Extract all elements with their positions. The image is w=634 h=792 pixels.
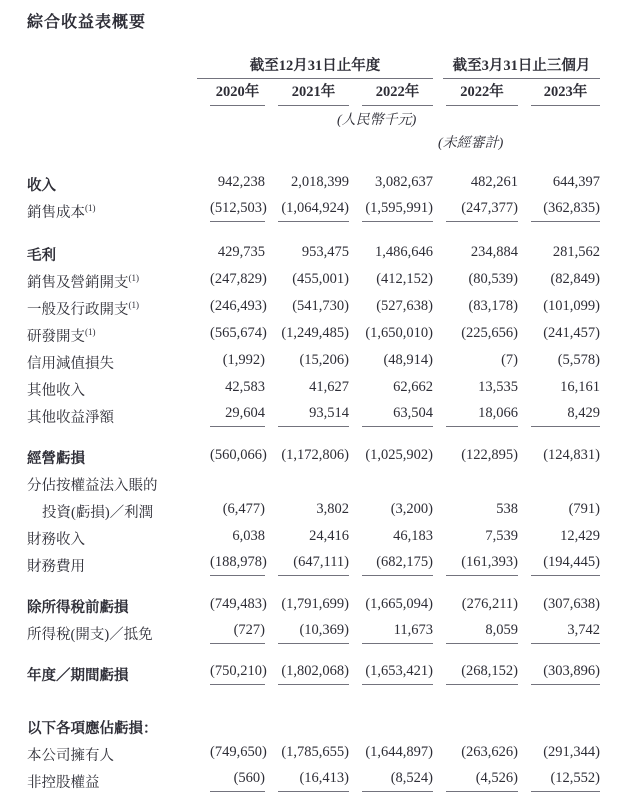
value-2022: (1,653,421) (349, 658, 433, 685)
spacer-row (27, 427, 600, 441)
value-q1-2022: (4,526) (433, 765, 518, 792)
value-2021: 24,416 (309, 528, 349, 544)
row-label: 投資(虧損)／利潤 (42, 505, 154, 521)
row-label: 信用減值損失 (27, 356, 114, 372)
value-q1-2022: (247,377) (433, 195, 518, 222)
value-q1-2022: (161,393) (433, 549, 518, 576)
value-q1-2023: (241,457) (543, 325, 600, 341)
spacer-row (27, 685, 600, 711)
value-q1-2023 (518, 468, 600, 495)
value-2021: 953,475 (301, 244, 349, 260)
group-header-annual (197, 54, 433, 79)
value-q1-2022: 7,539 (485, 528, 518, 544)
year-col-q1-2023: 2023年 (518, 79, 600, 106)
value-q1-2022: (225,656) (461, 325, 518, 341)
row-label: 非控股權益 (27, 775, 100, 791)
value-q1-2023 (518, 711, 600, 738)
header-label-spacer (27, 79, 197, 106)
value-q1-2023: 8,429 (518, 400, 600, 427)
row-label: 除所得稅前虧損 (27, 600, 129, 616)
value-2021: (10,369) (265, 617, 349, 644)
value-2022: 62,662 (393, 379, 433, 395)
value-q1-2023: 281,562 (552, 244, 600, 260)
value-2021: (15,206) (299, 352, 349, 368)
value-2020: 6,038 (232, 528, 265, 544)
value-2021: (1,172,806) (281, 447, 349, 463)
table-row (27, 168, 600, 195)
audit-note-row (27, 129, 600, 152)
value-q1-2022: (263,626) (461, 744, 518, 760)
table-row (27, 292, 600, 319)
table-row (27, 346, 600, 373)
value-2021: 41,627 (309, 379, 349, 395)
value-2020: (188,978) (197, 549, 265, 576)
table-row (27, 319, 600, 346)
value-q1-2023: (791) (568, 501, 600, 517)
value-2021: (455,001) (292, 271, 349, 287)
value-2020: (750,210) (197, 658, 265, 685)
value-q1-2023: (101,099) (543, 298, 600, 314)
value-2020: 29,604 (197, 400, 265, 427)
value-2021: (647,111) (265, 549, 349, 576)
spacer-row (27, 644, 600, 658)
value-2020: (727) (197, 617, 265, 644)
table-row (27, 195, 600, 222)
unit-note-row (27, 106, 600, 129)
value-q1-2023: (307,638) (543, 596, 600, 612)
value-2020: 42,583 (225, 379, 265, 395)
table-row (27, 238, 600, 265)
value-2021 (265, 468, 349, 495)
table-row (27, 495, 600, 522)
year-col-q1-2022: 2022年 (433, 79, 518, 106)
value-q1-2023: 12,429 (560, 528, 600, 544)
row-label: 財務費用 (27, 559, 85, 575)
footnote-marker: (1) (85, 203, 96, 214)
value-2020: (246,493) (210, 298, 267, 314)
value-2020: (560) (197, 765, 265, 792)
value-q1-2023: 3,742 (518, 617, 600, 644)
value-q1-2022: 18,066 (433, 400, 518, 427)
row-label: 其他收益淨額 (27, 410, 114, 426)
value-2020: (565,674) (210, 325, 267, 341)
value-2020 (197, 468, 265, 495)
value-2022: 1,486,646 (375, 244, 433, 260)
value-2022: 46,183 (393, 528, 433, 544)
row-label: 毛利 (27, 248, 56, 264)
row-label: 經營虧損 (27, 451, 85, 467)
value-q1-2022: 13,535 (478, 379, 518, 395)
value-2022: (1,665,094) (365, 596, 433, 612)
table-row (27, 711, 600, 738)
value-2020: (749,483) (210, 596, 267, 612)
row-label: 研發開支$^{(1)}$ (27, 327, 96, 345)
row-label: 其他收入 (27, 383, 85, 399)
value-2022: 3,082,637 (375, 174, 433, 190)
currency-unit-note: (人民幣千元) (337, 113, 417, 128)
value-2022 (349, 711, 433, 738)
value-2022: (48,914) (383, 352, 433, 368)
value-2021: (1,785,655) (281, 744, 349, 760)
value-q1-2022 (433, 711, 518, 738)
value-q1-2023: (194,445) (518, 549, 600, 576)
value-2020: (560,066) (210, 447, 267, 463)
spacer-row (27, 152, 600, 168)
value-2021: 3,802 (316, 501, 349, 517)
value-q1-2022: (83,178) (468, 298, 518, 314)
value-2021: 2,018,399 (291, 174, 349, 190)
table-row (27, 373, 600, 400)
value-2020: 942,238 (217, 174, 265, 190)
value-2022: 11,673 (349, 617, 433, 644)
value-2020: (1,992) (222, 352, 265, 368)
footnote-marker: (1) (128, 300, 139, 311)
page-title: 綜合收益表概要 (27, 14, 147, 31)
row-label: 收入 (27, 178, 56, 194)
table-row (27, 617, 600, 644)
table-row (27, 522, 600, 549)
value-q1-2023: (12,552) (518, 765, 600, 792)
value-2022: (1,644,897) (365, 744, 433, 760)
table-row (27, 441, 600, 468)
value-2022: (1,025,902) (365, 447, 433, 463)
value-q1-2022 (433, 468, 518, 495)
value-q1-2022: 538 (496, 501, 518, 517)
table-row (27, 590, 600, 617)
value-2022: (3,200) (390, 501, 433, 517)
value-q1-2023: (291,344) (543, 744, 600, 760)
value-2021: (1,064,924) (265, 195, 349, 222)
table-row (27, 549, 600, 576)
value-q1-2023: (82,849) (550, 271, 600, 287)
value-2022: (1,650,010) (365, 325, 433, 341)
table-row (27, 400, 600, 427)
group-header-quarter-label: 截至3月31日止三個月 (443, 54, 600, 79)
value-2021: (541,730) (292, 298, 349, 314)
spacer-row (27, 576, 600, 590)
footnote-marker: (1) (128, 273, 139, 284)
table-header (27, 54, 600, 152)
value-q1-2022: 482,261 (470, 174, 518, 190)
row-label: 分佔按權益法入賬的 (27, 478, 158, 494)
value-q1-2023: (362,835) (518, 195, 600, 222)
value-2021: 93,514 (265, 400, 349, 427)
value-q1-2022: (122,895) (461, 447, 518, 463)
value-2020: 429,735 (217, 244, 265, 260)
year-col-2020: 2020年 (197, 79, 265, 106)
value-q1-2022: (276,211) (461, 596, 518, 612)
table-row (27, 765, 600, 792)
value-2022: (8,524) (349, 765, 433, 792)
row-label: 銷售及營銷開支$^{(1)}$ (27, 273, 139, 291)
table-row (27, 658, 600, 685)
value-q1-2022: (7) (501, 352, 518, 368)
value-2022: 63,504 (349, 400, 433, 427)
value-2022 (349, 468, 433, 495)
table-row (27, 738, 600, 765)
table-row (27, 265, 600, 292)
footnote-marker: (1) (85, 327, 96, 338)
value-q1-2023: 16,161 (560, 379, 600, 395)
value-2020: (512,503) (197, 195, 265, 222)
group-header-annual-label: 截至12月31日止年度 (197, 54, 433, 79)
value-2022: (682,175) (349, 549, 433, 576)
value-2021 (265, 711, 349, 738)
value-2021: (1,802,068) (265, 658, 349, 685)
value-2021: (1,249,485) (281, 325, 349, 341)
row-label: 本公司擁有人 (27, 748, 114, 764)
row-label: 年度／期間虧損 (27, 668, 129, 684)
value-2020 (197, 711, 265, 738)
value-q1-2023: (5,578) (557, 352, 600, 368)
group-header-row (27, 54, 600, 79)
year-header-row (27, 79, 600, 106)
year-col-2022: 2022年 (349, 79, 433, 106)
table-row (27, 468, 600, 495)
unaudited-note: (未經審計) (438, 136, 504, 151)
spacer-row (27, 222, 600, 238)
row-label: 所得稅(開支)／抵免 (27, 627, 153, 643)
value-q1-2022: 234,884 (470, 244, 518, 260)
value-q1-2023: (303,896) (518, 658, 600, 685)
value-q1-2023: (124,831) (543, 447, 600, 463)
value-2022: (527,638) (376, 298, 433, 314)
value-q1-2023: 644,397 (552, 174, 600, 190)
row-label: 一般及行政開支$^{(1)}$ (27, 300, 139, 318)
row-label: 以下各項應佔虧損： (27, 721, 158, 737)
value-2022: (412,152) (376, 271, 433, 287)
table-body (27, 152, 600, 792)
income-statement-table (27, 54, 600, 792)
header-label-spacer (27, 54, 197, 79)
value-2020: (247,829) (210, 271, 267, 287)
group-header-quarter (433, 54, 600, 79)
value-q1-2022: (268,152) (433, 658, 518, 685)
value-2020: (6,477) (222, 501, 265, 517)
value-q1-2022: (80,539) (468, 271, 518, 287)
value-2021: (1,791,699) (281, 596, 349, 612)
row-label: 銷售成本$^{(1)}$ (27, 203, 96, 221)
value-q1-2022: 8,059 (433, 617, 518, 644)
value-2022: (1,595,991) (349, 195, 433, 222)
value-2021: (16,413) (265, 765, 349, 792)
row-label: 財務收入 (27, 532, 85, 548)
value-2020: (749,650) (210, 744, 267, 760)
year-col-2021: 2021年 (265, 79, 349, 106)
